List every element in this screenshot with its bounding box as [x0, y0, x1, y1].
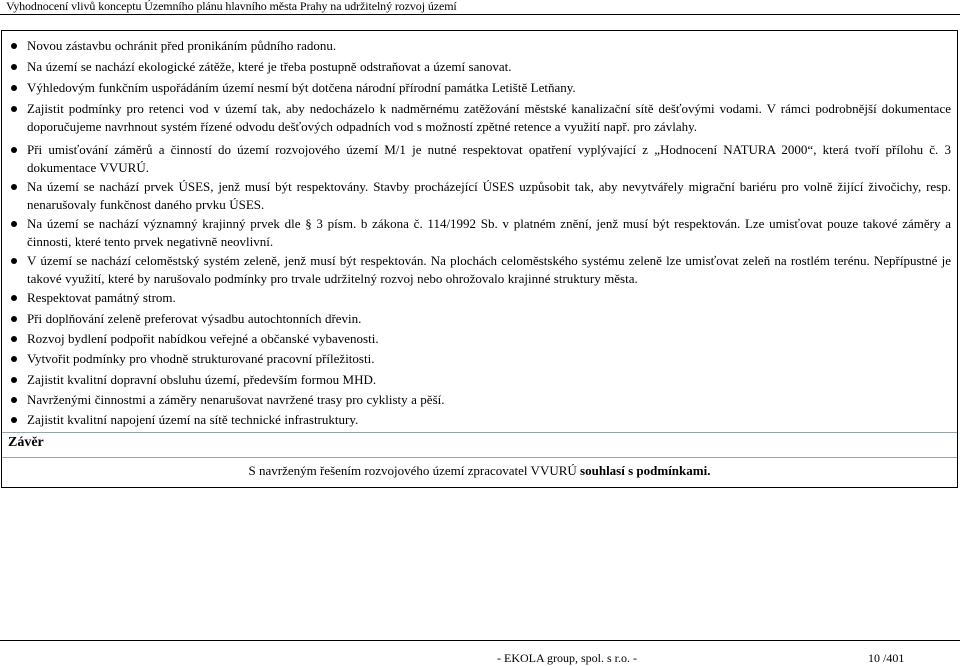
- list-item-text: Respektovat památný strom.: [27, 290, 176, 305]
- bullet-icon: [11, 356, 17, 362]
- list-item-text: Na území se nachází ekologické zátěže, které je třeba postupně odstraňovat a území sanovat.: [27, 59, 512, 74]
- page-header: [0, 0, 960, 15]
- conclusion-text: [2, 463, 957, 479]
- list-item-text: Zajistit kvalitní dopravní obsluhu území, především formou MHD.: [27, 372, 377, 387]
- list-item-text: Zajistit kvalitní napojení území na sítě technické infrastruktury.: [27, 412, 359, 427]
- list-item-text: Novou zástavbu ochránit před pronikáním půdního radonu.: [27, 38, 337, 53]
- list-item-text: Výhledovým funkčním uspořádáním území nesmí být dotčena národní přírodní památka Letiště Letňany.: [27, 80, 576, 95]
- bullet-icon: [11, 258, 17, 264]
- list-item-text: Rozvoj bydlení podpořit nabídkou veřejné a občanské vybavenosti.: [27, 331, 379, 346]
- conditions-list: [2, 31, 957, 432]
- list-item-text: V území se nachází celoměstský systém zeleně, jenž musí být respektován. Na plochách celoměstského systému zeleně lze umisťovat zeleň na rostlém terénu. Nepřípustné je takové využití, které by narušovalo podmínky pro trvale udržitelný rozvoj nebo ohrožovalo krajinné struktury města.: [27, 253, 951, 286]
- bullet-icon: [11, 106, 17, 112]
- conclusion-verdict: souhlasí s podmínkami.: [580, 463, 711, 478]
- conclusion-heading: Závěr: [8, 435, 44, 450]
- conclusion-row: [2, 457, 957, 478]
- bullet-icon: [11, 295, 17, 301]
- page-number: 10 /401: [868, 651, 905, 665]
- conclusion-text-prefix: S navrženým řešením rozvojového území zpracovatel VVURÚ: [248, 463, 581, 478]
- list-item-text: Zajistit podmínky pro retenci vod v území tak, aby nedocházelo k nadměrnému zatěžování městské kanalizační sítě dešťovými vodami. V rámci podrobnější dokumentace doporučujeme navrhnout systém řízené odvodu dešťových odpadních vod s možností zpětné retence a využití např. pro závlahy.: [27, 101, 951, 134]
- list-item-text: Na území se nachází významný krajinný prvek dle § 3 písm. b zákona č. 114/1992 Sb. v platném znění, jenž musí být respektován. Lze umisťovat pouze takové záměry a činnosti, které tento prvek negativně neovlivní.: [27, 216, 951, 249]
- bullet-icon: [11, 417, 17, 423]
- conditions-table: [1, 30, 958, 488]
- list-item-text: Při doplňování zeleně preferovat výsadbu autochtonních dřevin.: [27, 311, 362, 326]
- list-item-text: Při umisťování záměrů a činností do území rozvojového území M/1 je nutné respektovat opatření vyplývající z „Hodnocení NATURA 2000“, která tvoří přílohu č. 3 dokumentace VVURÚ.: [27, 142, 951, 175]
- bullet-icon: [11, 43, 17, 49]
- bullet-icon: [11, 336, 17, 342]
- list-item-text: Na území se nachází prvek ÚSES, jenž musí být respektovány. Stavby procházející ÚSES uzpůsobit tak, aby nevytvářely migrační bariéru pro volně žijící živočichy, resp. nenarušovaly funkčnost daného prvku ÚSES.: [27, 179, 951, 212]
- bullet-icon: [11, 184, 17, 190]
- list-item-text: Vytvořit podmínky pro vhodně strukturované pracovní příležitosti.: [27, 351, 375, 366]
- list-item-text: Navrženými činnostmi a záměry nenarušovat navržené trasy pro cyklisty a pěší.: [27, 392, 445, 407]
- footer-company: - EKOLA group, spol. s r.o. -: [497, 651, 637, 665]
- bullet-icon: [11, 221, 17, 227]
- header-title: Vyhodnocení vlivů konceptu Územního plánu hlavního města Prahy na udržitelný rozvoj území: [6, 0, 457, 13]
- bullet-icon: [11, 397, 17, 403]
- bullet-icon: [11, 64, 17, 70]
- bullet-icon: [11, 147, 17, 153]
- bullet-icon: [11, 316, 17, 322]
- footer-divider: [0, 640, 960, 641]
- row-divider: [2, 432, 957, 433]
- bullet-icon: [11, 85, 17, 91]
- bullet-icon: [11, 377, 17, 383]
